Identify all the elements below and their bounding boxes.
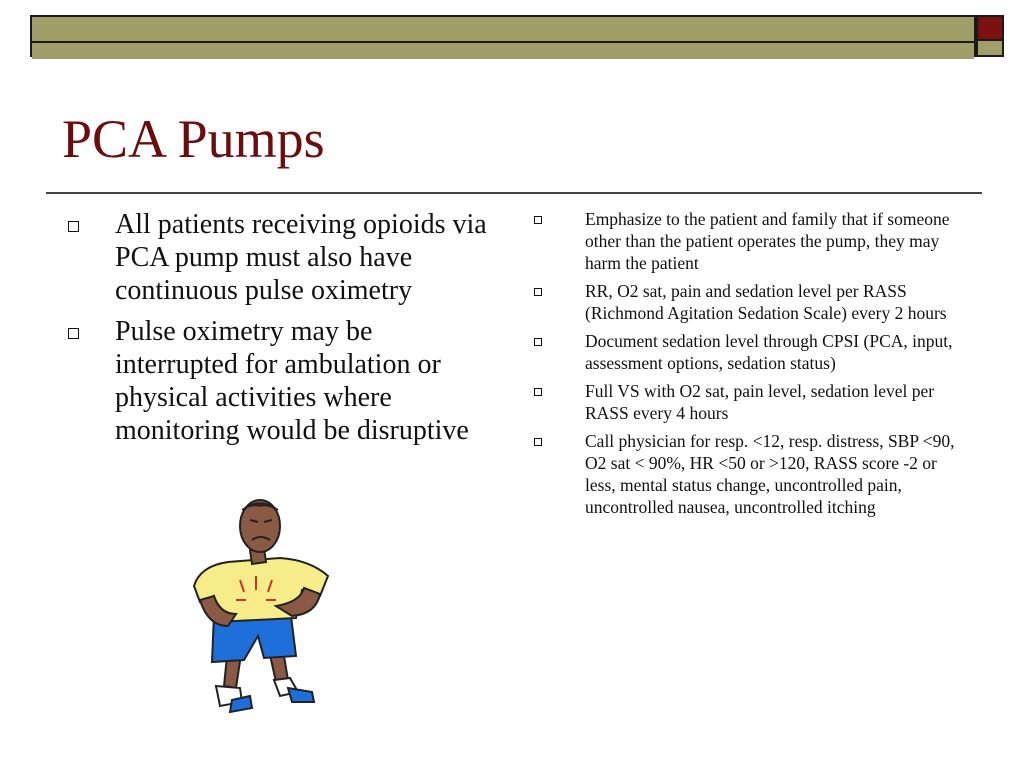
bullet-item: [62, 315, 502, 447]
square-bullet-icon: [68, 221, 79, 232]
person-in-pain-clipart: [180, 496, 340, 716]
corner-accent-olive: [976, 39, 1004, 57]
square-bullet-icon: [534, 288, 542, 296]
bullet-text: Call physician for resp. <12, resp. distress, SBP <90, O2 sat < 90%, HR <50 or >120, RASS score -2 or less, mental status change, uncontrolled pain, uncontrolled nausea, uncontrolled itching: [585, 431, 955, 517]
square-bullet-icon: [534, 216, 542, 224]
bullet-text: Pulse oximetry may be interrupted for ambulation or physical activities where monitoring would be disruptive: [115, 316, 469, 446]
bullet-item: [530, 380, 970, 424]
bullet-text: Document sedation level through CPSI (PCA, input, assessment options, sedation status): [585, 331, 953, 373]
square-bullet-icon: [534, 388, 542, 396]
bullet-item: [530, 330, 970, 374]
right-bullet-list: [530, 208, 970, 524]
corner-accent-red: [976, 15, 1004, 41]
square-bullet-icon: [534, 338, 542, 346]
bullet-text: Emphasize to the patient and family that if someone other than the patient operates the pump, they may harm the patient: [585, 209, 950, 273]
left-bullet-list: [62, 208, 502, 455]
title-divider: [46, 192, 982, 194]
top-decorative-bar: [30, 15, 976, 57]
square-bullet-icon: [534, 438, 542, 446]
bullet-text: All patients receiving opioids via PCA pump must also have continuous pulse oximetry: [115, 209, 487, 306]
bullet-text: RR, O2 sat, pain and sedation level per RASS (Richmond Agitation Sedation Scale) every 2 hours: [585, 281, 947, 323]
bullet-item: [530, 430, 970, 518]
square-bullet-icon: [68, 328, 79, 339]
bullet-item: [530, 208, 970, 274]
bullet-item: [62, 208, 502, 307]
slide-title: PCA Pumps: [62, 109, 325, 169]
bullet-text: Full VS with O2 sat, pain level, sedation level per RASS every 4 hours: [585, 381, 935, 423]
bullet-item: [530, 280, 970, 324]
